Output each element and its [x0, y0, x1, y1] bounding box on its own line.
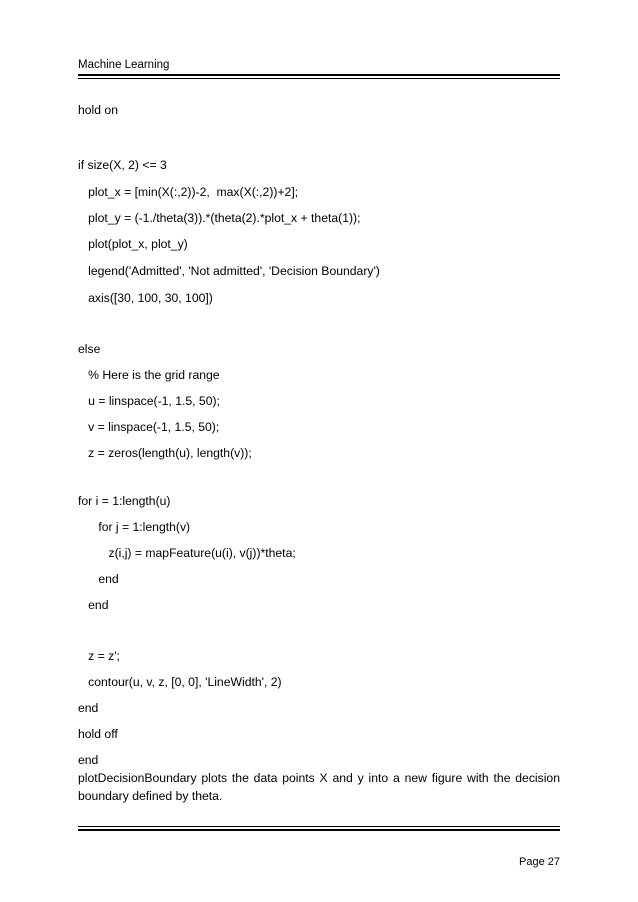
code-line: end [78, 753, 99, 767]
code-line: plot(plot_x, plot_y) [78, 237, 188, 251]
code-line: end [78, 598, 109, 612]
code-line: end [78, 701, 99, 715]
code-line: if size(X, 2) <= 3 [78, 158, 167, 172]
code-line: for i = 1:length(u) [78, 494, 171, 508]
code-line: plot_x = [min(X(:,2))-2, max(X(:,2))+2]; [78, 185, 299, 199]
code-line: % Here is the grid range [78, 368, 220, 382]
code-line: z(i,j) = mapFeature(u(i), v(j))*theta; [78, 546, 296, 560]
code-line: for j = 1:length(v) [78, 520, 191, 534]
code-line: plot_y = (-1./theta(3)).*(theta(2).*plot_x + theta(1)); [78, 211, 361, 225]
code-line: v = linspace(-1, 1.5, 50); [78, 420, 220, 434]
code-line: end [78, 572, 119, 586]
code-line: z = z'; [78, 649, 120, 663]
code-line: hold on [78, 103, 118, 117]
footer-rule-thin [78, 826, 560, 827]
page-number: Page 27 [519, 856, 560, 868]
header-rule-thin [78, 78, 560, 79]
code-line: else [78, 342, 101, 356]
code-line: legend('Admitted', 'Not admitted', 'Decision Boundary') [78, 264, 380, 278]
code-line: u = linspace(-1, 1.5, 50); [78, 394, 220, 408]
header-title: Machine Learning [78, 59, 170, 71]
footer-rule-thick [78, 829, 560, 831]
caption-paragraph: plotDecisionBoundary plots the data points X and y into a new figure with the decision boundary defined by theta. [78, 771, 560, 803]
header-rule-thick [78, 74, 560, 76]
code-line: axis([30, 100, 30, 100]) [78, 291, 213, 305]
code-line: hold off [78, 727, 118, 741]
code-line: contour(u, v, z, [0, 0], 'LineWidth', 2) [78, 675, 282, 689]
code-line: z = zeros(length(u), length(v)); [78, 446, 252, 460]
